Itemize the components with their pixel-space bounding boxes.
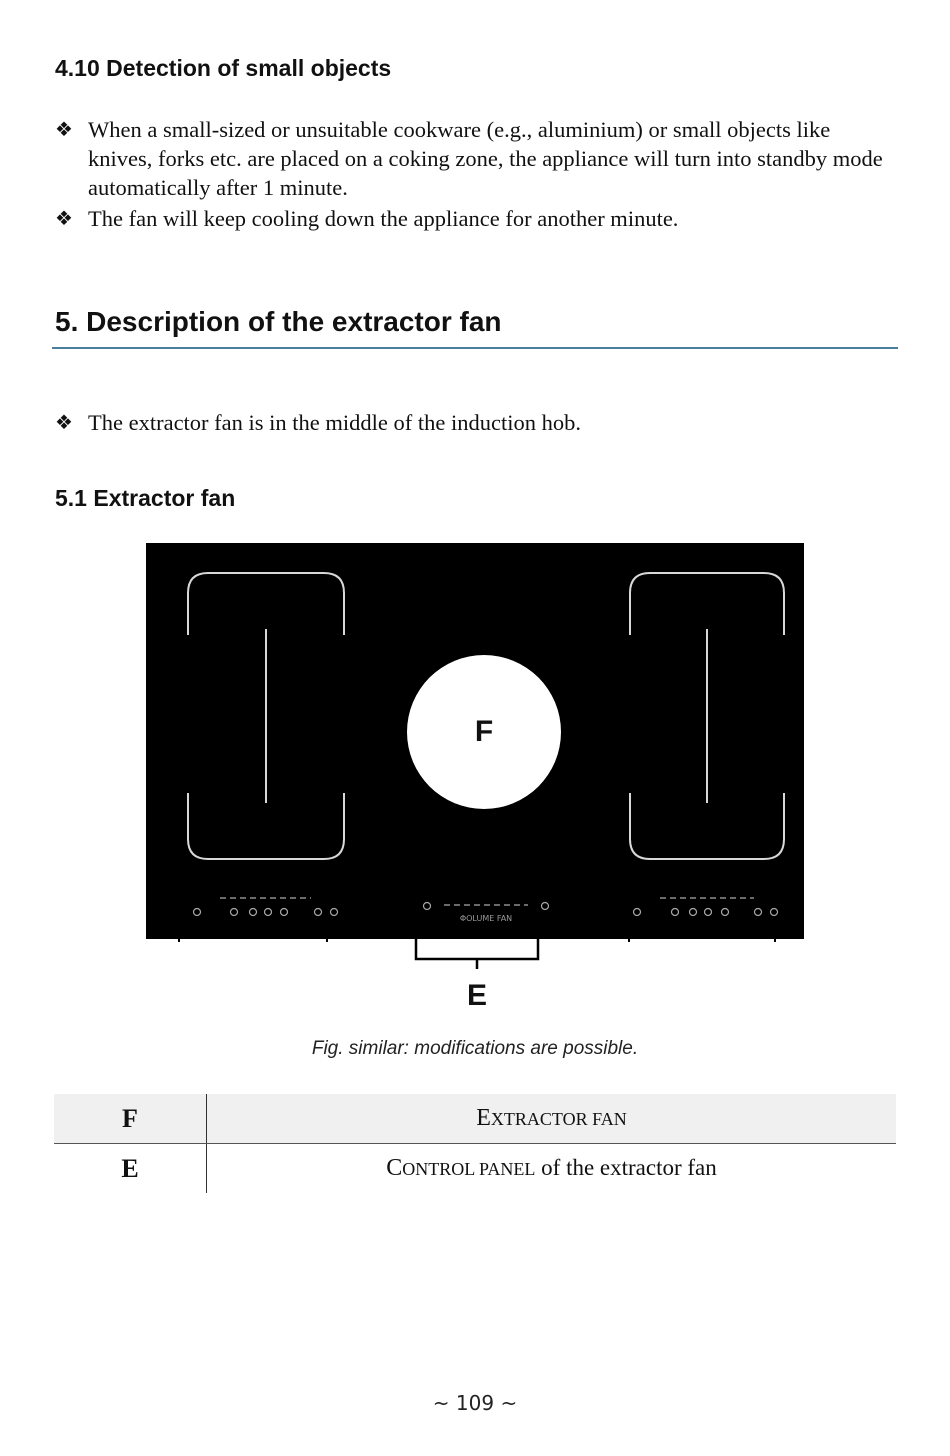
hob-edge-ticks xyxy=(179,939,775,942)
section-4-10-heading: 4.10 Detection of small objects xyxy=(55,55,392,81)
table-row xyxy=(54,1094,896,1144)
legend-table xyxy=(54,1094,896,1193)
legend-value: CONTROL PANEL of the extractor fan xyxy=(386,1155,717,1181)
legend-key: F xyxy=(54,1094,207,1144)
induction-hob-diagram xyxy=(146,543,804,1013)
section-5-1-heading: 5.1 Extractor fan xyxy=(55,485,236,511)
diamond-bullet-icon: ❖ xyxy=(55,410,73,434)
bullet-item xyxy=(55,204,900,233)
diamond-bullet-icon: ❖ xyxy=(55,117,73,141)
table-row xyxy=(54,1144,896,1194)
hob-figure xyxy=(146,543,804,1013)
panel-label-e: E xyxy=(466,979,488,1012)
legend-value: EXTRACTOR FAN xyxy=(207,1094,897,1144)
bullet-item xyxy=(55,115,900,202)
figure-caption: Fig. similar: modifications are possible. xyxy=(311,1038,639,1059)
control-panel-label: ΦOLUME FAN xyxy=(459,914,513,923)
page-number: ~ 109 ~ xyxy=(432,1391,518,1415)
section-5-heading: 5. Description of the extractor fan xyxy=(55,306,502,337)
legend-key: E xyxy=(54,1144,207,1194)
control-panel-bracket xyxy=(416,939,538,969)
bullet-text: When a small-sized or unsuitable cookware (e.g., aluminium) or small objects like knives, forks etc. are placed on a coking zone, the appliance will turn into standby mode automatically after 1 minute. xyxy=(88,117,883,200)
fan-label-f: F xyxy=(474,715,494,748)
bullet-item xyxy=(55,408,900,437)
bullet-text: The extractor fan is in the middle of the induction hob. xyxy=(88,410,581,435)
diamond-bullet-icon: ❖ xyxy=(55,206,73,230)
bullet-text: The fan will keep cooling down the appliance for another minute. xyxy=(88,206,679,231)
heading-divider xyxy=(52,347,898,349)
